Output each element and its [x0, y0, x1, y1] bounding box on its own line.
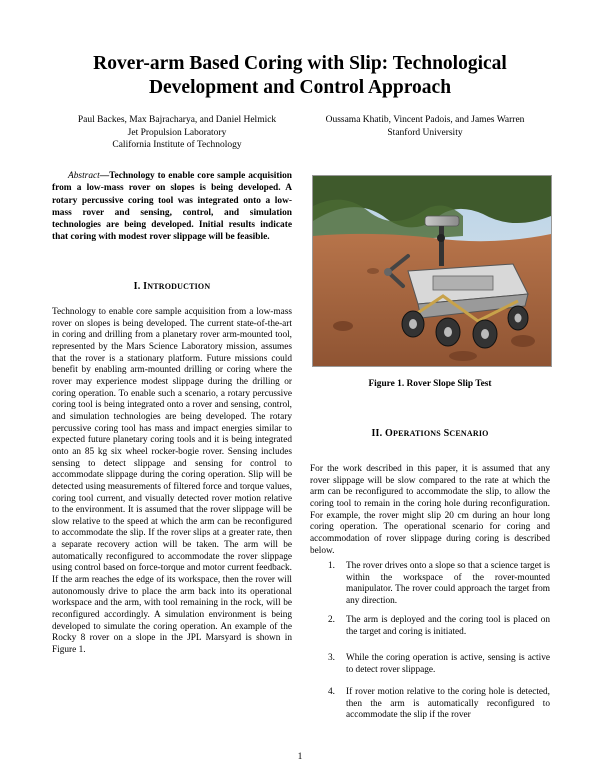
affiliation-stanford: Stanford University — [387, 127, 463, 138]
list-item-text: The arm is deployed and the coring tool is placed on the target and coring is initiated. — [346, 615, 550, 637]
author-names-jpl: Paul Backes, Max Bajracharya, and Daniel Helmick — [77, 115, 277, 125]
section-cap: I — [143, 281, 148, 292]
list-item-number: 4. — [328, 687, 335, 697]
affiliation-jpl: Jet Propulsion Laboratory — [127, 127, 227, 138]
abstract — [52, 170, 292, 244]
section-rest: NTRODUCTION — [147, 282, 211, 291]
section-cap: O — [385, 428, 394, 439]
list-item-text: If rover motion relative to the coring hole is detected, then the arm is automatically reconfigured to accommodate the slip if the rover — [346, 687, 550, 721]
paper-title — [40, 52, 560, 100]
authors-jpl — [52, 114, 302, 152]
figure-caption: Figure 1. Rover Slope Slip Test — [368, 379, 492, 389]
list-item-number: 1. — [328, 561, 335, 571]
section-numeral: II. — [371, 428, 383, 439]
list-item-text: While the coring operation is active, sensing is active to detect rover slippage. — [346, 653, 550, 675]
rover-slope-photo — [312, 175, 552, 367]
title-line-2: Development and Control Approach — [148, 77, 452, 98]
abstract-lead: Abstract — [68, 171, 100, 181]
section-rest: PERATIONS — [393, 429, 441, 438]
author-names-stanford: Oussama Khatib, Vincent Padois, and James Warren — [325, 115, 525, 125]
abstract-text: —Technology to enable core sample acquisition from a low-mass rover on slopes is being developed. A rotary percussive coring tool was integrated onto a low-mass rover and sensing, control, and simulation technologies are being developed. Initial results indicate that coring with modest rover slippage will be feasible. — [52, 171, 292, 243]
authors-stanford — [300, 114, 550, 139]
section-cap: S — [443, 428, 450, 439]
list-item-number: 3. — [328, 653, 335, 663]
section-heading-operations — [310, 428, 550, 439]
list-item-text: The rover drives onto a slope so that a science target is within the workspace of the rover-mounted manipulator. The rover could approach the target from any direction. — [346, 561, 550, 606]
rover-illustration — [313, 176, 551, 366]
page-number: 1 — [297, 752, 303, 762]
affiliation-caltech: California Institute of Technology — [112, 140, 242, 150]
introduction-body: Technology to enable core sample acquisition from a low-mass rover on slopes is being developed. The current state-of-the-art in coring and drilling from a planetary rover arm-mounted tool, represented by the Mars Science Laboratory mission, assumes that the rover is a stationary platform. Future missions could benefit by enabling arm-mounted drilling or coring where the rover may experience modest slippage during the drilling or coring operation. To enable such a scenario, a rotary percussive coring tool is being integrated onto a rover and sensing, control, and simulation technologies are being developed. The rotary percussive coring tool has mass and impact energies similar to expected future planetary coring tools and it is being integrated onto an 85 kg six wheel rocker-bogie rover. Sensing includes sensing to detect slippage and sensing for control to accommodate slippage during the coring operation. Slip will be detected using measurements of filtered force and torque values, coring tool current, and visually detected rover motion relative to the environment. It is assumed that the rover slippage will be slow relative to the speed at which the arm can be reconfigured to accommodate the slip. If the rover slips at a greater rate, then a separate recovery action will be taken. The arm will be automatically reconfigured to accommodate the rover slippage using control based on force-torque and motor current feedback. If the arm reaches the edge of its workspace, then the rover will autonomously drive to place the arm back into its operational workspace and the arm, with tool remaining in the rock, will be reconfigured accordingly. A simulation environment is being developed to simulate the coring operation. An example of the Rocky 8 rover on a slope in the JPL Marsyard is shown in Figure 1. — [52, 307, 292, 656]
title-line-1: Rover-arm Based Coring with Slip: Technological — [93, 53, 507, 74]
list-item-number: 2. — [328, 615, 335, 625]
section-heading-introduction — [52, 281, 292, 292]
section-numeral: I. — [133, 281, 141, 292]
section-rest: CENARIO — [449, 429, 489, 438]
operations-body: For the work described in this paper, it is assumed that any rover slippage will be slow compared to the rate at which the arm can be reconfigured to accommodate the slip, to allow the coring tool to remain in the coring hole during reconfiguration. For example, the rover might slip 20 cm during an hour long coring operation. The operational scenario for coring and accommodation of rover slippage during coring is described below. — [310, 464, 550, 556]
